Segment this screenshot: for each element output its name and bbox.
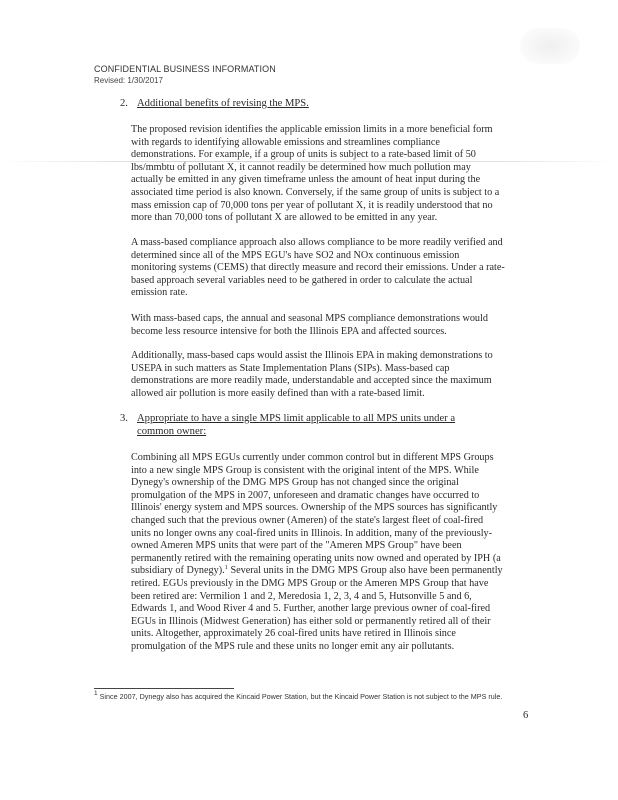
paragraph-text: Several units in the DMG MPS Group also have been permanently retired. EGUs previously in the DMG MPS Group or the Ameren MPS Group that have been retired are: Vermilion 1 and 2, Meredosia 1, 2, 3, 4 and 5, Hutsonville 5 and 6, Edwards 1, and Wood River 4 and 5. Further, another large previous owner of coal-fired EGUs in Illinois (Midwest Generation) has either sold or permanently retired all of their units. Altogether, approximately 26 coal-fired units have retired in Illinois since promulgation of the MPS rule and these units no longer emit any air pollutants.: [131, 565, 503, 652]
footnote-divider: [94, 688, 234, 689]
page-number: 6: [523, 710, 529, 721]
paragraph: The proposed revision identifies the applicable emission limits in a more beneficial form with regards to identifying allowable emissions and streamlines compliance demonstrations. For example, if a group of units is subject to a rate-based limit of 50 lbs/mmbtu of pollutant X, it cannot readily be determined how much pollution may actually be emitted in any given timeframe unless the amount of heat input during the associated time period is also known. Conversely, if the same group of units is subject to a mass emission cap of 70,000 tons per year of pollutant X, it is readily understood that no more than 70,000 tons of pollutant X are allowed to be emitted in any year.: [131, 124, 500, 224]
paragraph-text: Combining all MPS EGUs currently under common control but in different MPS Groups into a new single MPS Group is consistent with the original intent of the MPS. While Dynegy's ownership of the DMG MPS Group has not changed since the original promulgation of the MPS in 2007, unforeseen and dramatic changes have occurred to Illinois' energy system and MPS sources. Ownership of the MPS sources has significantly changed such that the previous owner (Ameren) of the state's largest fleet of coal-fired units no longer owns any coal-fired units in Illinois. In addition, many of the previously-owned Ameren MPS units that were part of the "Ameren MPS Group" have been permanently retired with the remaining operating units now owned and operated by IPH (a subsidiary of Dynegy).: [131, 452, 501, 577]
section-number: 3.: [120, 413, 128, 424]
paragraph: With mass-based caps, the annual and seasonal MPS compliance demonstrations would become less resource intensive for both the Illinois EPA and affected sources.: [131, 313, 488, 337]
section-title: Appropriate to have a single MPS limit applicable to all MPS units under a common owner:: [137, 413, 456, 437]
section-number: 2.: [120, 98, 128, 109]
paragraph: A mass-based compliance approach also allows compliance to be more readily verified and determined since all of the MPS EGU's have SO2 and NOx continuous emission monitoring systems (CEMS) that directly measure and record their emissions. Under a rate-based approach several variables need to be gathered in order to calculate the actual emission rate.: [131, 237, 505, 299]
document-header: [94, 64, 276, 85]
scan-smudge: [520, 28, 580, 64]
section-3-heading: [120, 412, 520, 440]
footnote-marker: 1: [94, 690, 98, 697]
paragraph: Additionally, mass-based caps would assist the Illinois EPA in making demonstrations to USEPA in such matters as State Implementation Plans (SIPs). Mass-based cap demonstrations are more readily made, understandable and accepted since the maximum allowed air pollution is more easily defined than with a rate-based limit.: [131, 350, 493, 399]
paragraph: [131, 452, 505, 654]
footnote-text: Since 2007, Dynegy also has acquired the Kincaid Power Station, but the Kincaid Power Station is not subject to the MPS rule.: [99, 692, 503, 701]
section-title: Additional benefits of revising the MPS.: [137, 98, 309, 109]
section-2-heading: [120, 97, 520, 111]
footnote: [94, 692, 534, 701]
revised-date: Revised: 1/30/2017: [94, 76, 163, 85]
footnote-reference[interactable]: 1: [224, 564, 228, 572]
confidential-label: CONFIDENTIAL BUSINESS INFORMATION: [94, 64, 276, 74]
